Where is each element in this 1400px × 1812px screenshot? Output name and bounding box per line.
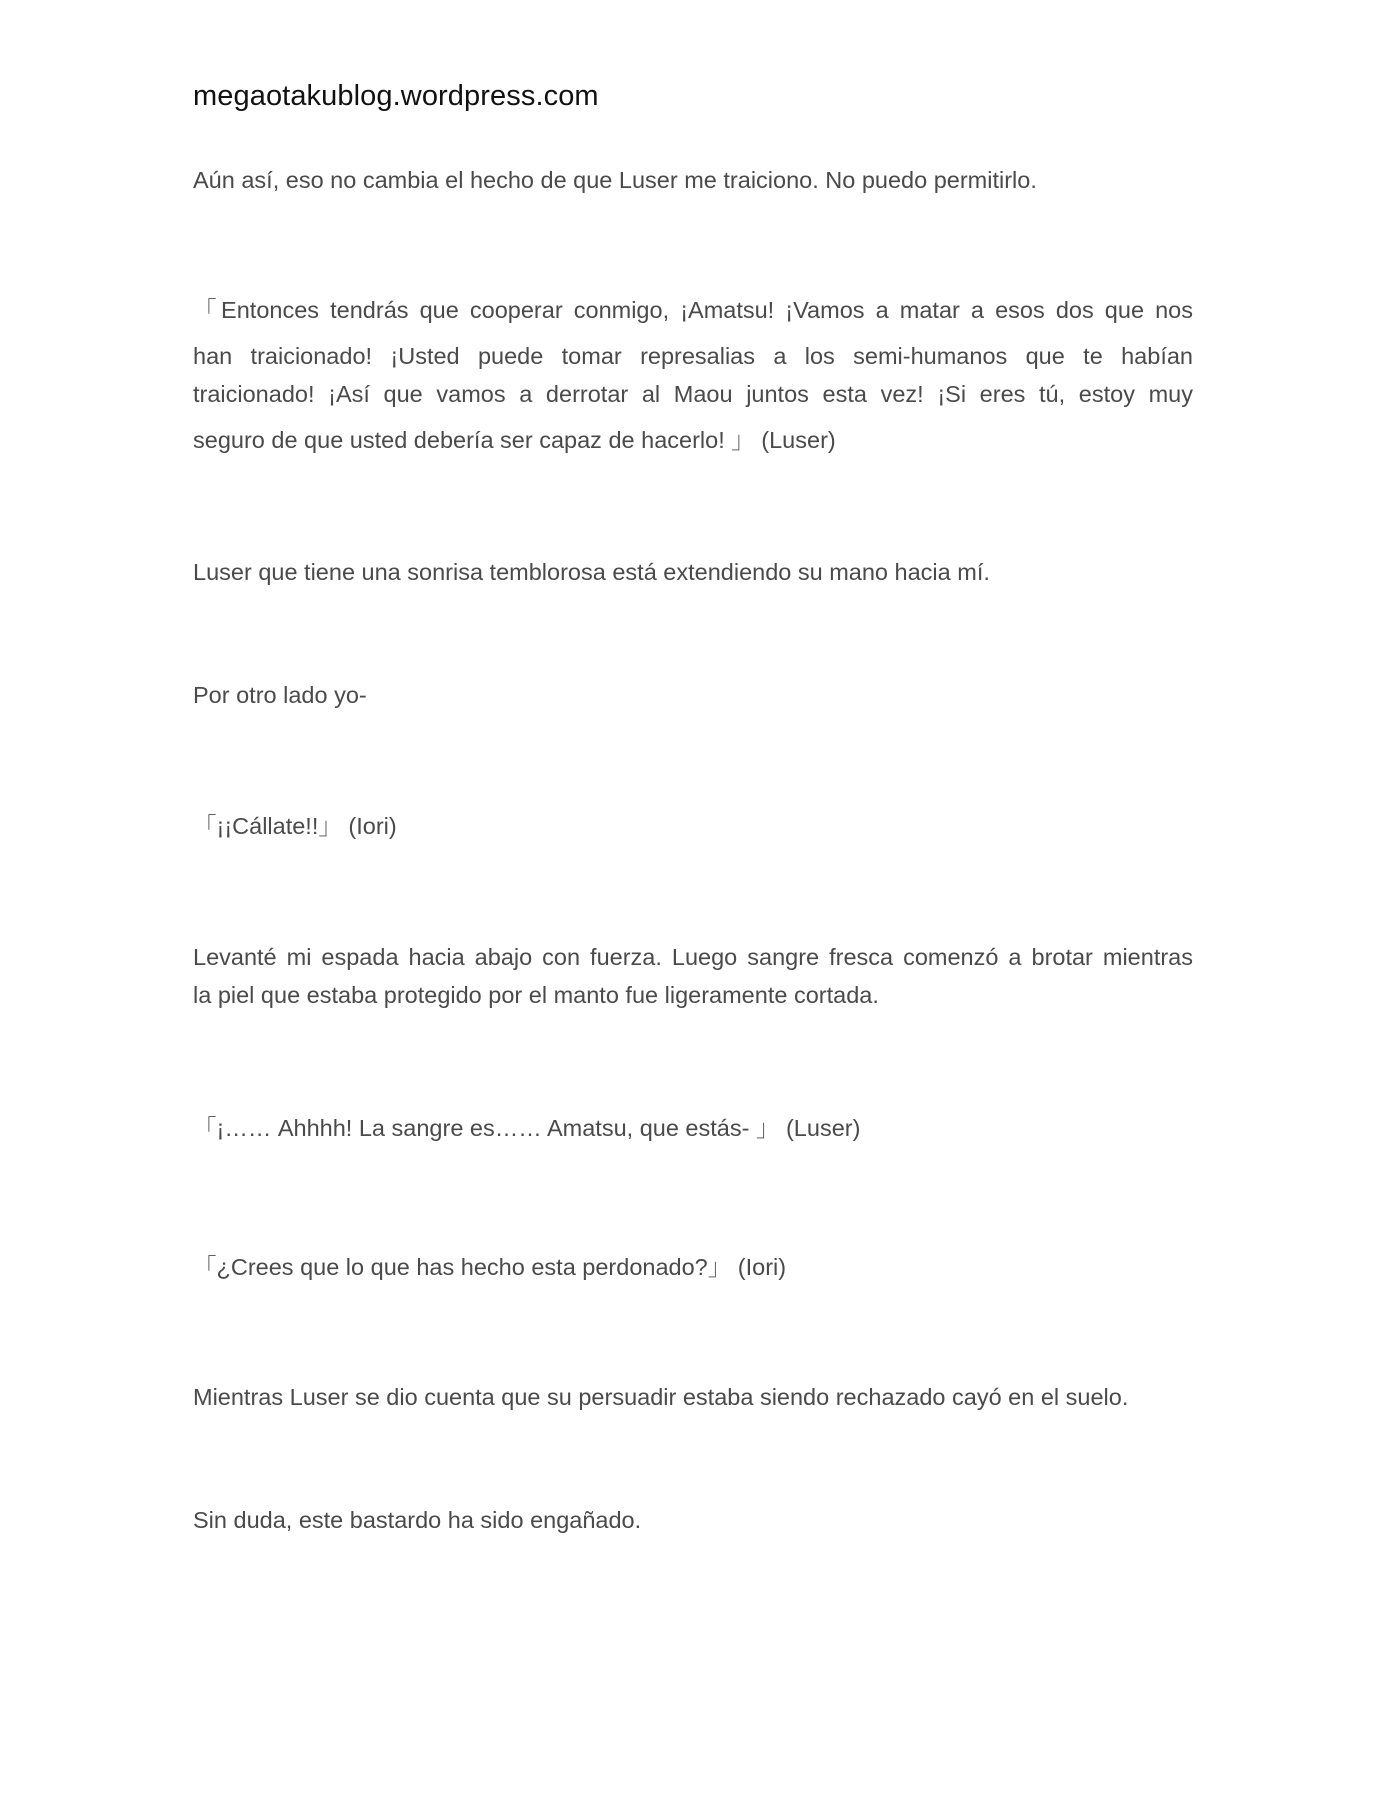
paragraph-8: [193, 1247, 1193, 1287]
paragraph-line: Mientras Luser se dio cuenta que su persuadir estaba siendo rechazado cayó en el suelo.: [193, 1384, 1129, 1410]
paragraph-line: 「Entonces tendrás que cooperar conmigo, ¡Amatsu! ¡Vamos a matar a esos dos que nos: [193, 297, 1193, 323]
paragraph-9: [193, 1377, 1193, 1417]
paragraph-10: [193, 1500, 1193, 1540]
paragraph-5: [193, 806, 1193, 846]
paragraph-1: [193, 160, 1193, 200]
paragraph-line: Sin duda, este bastardo ha sido engañado.: [193, 1507, 642, 1533]
paragraph-line: Por otro lado yo-: [193, 682, 367, 708]
paragraph-line: han traicionado! ¡Usted puede tomar represalias a los semi-humanos que te habían: [193, 343, 1193, 369]
paragraph-line: Luser que tiene una sonrisa temblorosa está extendiendo su mano hacia mí.: [193, 559, 990, 585]
paragraph-line: Levanté mi espada hacia abajo con fuerza. Luego sangre fresca comenzó a brotar mientras: [193, 944, 1193, 970]
paragraph-2: [193, 290, 1193, 460]
site-header: megaotakublog.wordpress.com: [193, 80, 599, 112]
paragraph-6: [193, 937, 1193, 1015]
paragraph-7: [193, 1108, 1193, 1148]
paragraph-line: Aún así, eso no cambia el hecho de que Luser me traiciono. No puedo permitirlo.: [193, 167, 1037, 193]
paragraph-line: 「¡…… Ahhhh! La sangre es…… Amatsu, que estás- 」 (Luser): [193, 1115, 861, 1141]
paragraph-line: la piel que estaba protegido por el manto fue ligeramente cortada.: [193, 982, 879, 1008]
paragraph-line: seguro de que usted debería ser capaz de hacerlo! 」 (Luser): [193, 427, 836, 453]
paragraph-line: traicionado! ¡Así que vamos a derrotar al Maou juntos esta vez! ¡Si eres tú, estoy muy: [193, 381, 1193, 407]
paragraph-line: 「¿Crees que lo que has hecho esta perdonado?」 (Iori): [193, 1254, 787, 1280]
paragraph-3: [193, 552, 1193, 592]
paragraph-line: 「¡¡Cállate!!」 (Iori): [193, 813, 397, 839]
paragraph-4: [193, 675, 1193, 715]
